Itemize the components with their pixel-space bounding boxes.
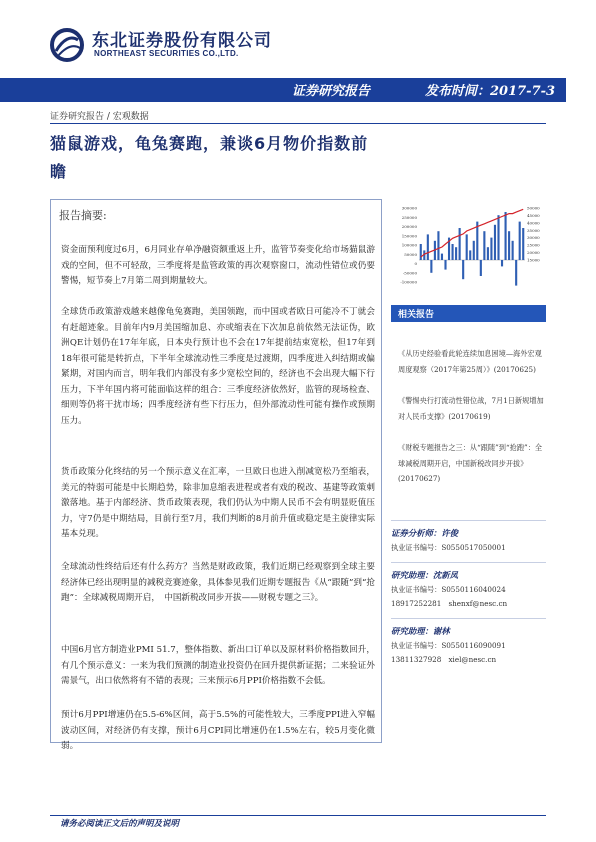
summary-paragraph: 资金面预利度过6月，6月同业存单净融资额重返上升，监管节奏变化给市场猫鼠游戏的空间，但不可轻敌，三季度将是监管政策的再次观察窗口，流动性错位或仍要警惕，短节奏上7月第二周到期量较大。 xyxy=(61,245,375,286)
chart-bar xyxy=(444,260,446,270)
chart-y-tick-label: 100000 xyxy=(401,242,417,248)
chart-bar xyxy=(441,254,443,260)
summary-paragraph: 全球流动性终结后还有什么药方？当然是财政政策，我们近期已经观察到全球主要经济体已经出现明显的减税竞赛迹象，具体参见我们近期专题报告《从“跟随”到“抢跑”：全球减税周期开启， 中国新税改同步开拔——财税专题之三》。 xyxy=(61,562,375,603)
divider xyxy=(391,562,546,563)
analyst-role: 研究助理： xyxy=(391,626,433,636)
analyst-name: 沈新凤 xyxy=(432,570,458,580)
chart-bar xyxy=(430,260,432,273)
report-type-label: 证券研究报告 xyxy=(292,84,371,99)
chart-y2-tick-label: 25000 xyxy=(527,242,540,248)
analyst-name: 谢林 xyxy=(432,626,450,636)
chart-bar xyxy=(462,260,464,279)
chart-bar xyxy=(505,212,507,260)
chart-bar xyxy=(420,244,422,260)
analyst-license: 执业证书编号：S0550517050001 xyxy=(391,543,506,552)
chart-bar xyxy=(508,231,510,260)
chart-bar xyxy=(483,231,485,260)
chart-y-tick-label: 300000 xyxy=(401,205,417,211)
analyst-license: 执业证书编号：S0550116090091 xyxy=(391,641,506,650)
chart-bar xyxy=(515,260,517,286)
company-name-cn: 东北证券股份有限公司 xyxy=(92,31,272,51)
chart-bar xyxy=(459,228,461,260)
chart-y-tick-label: 50000 xyxy=(404,251,417,257)
chart-y2-tick-label: 15000 xyxy=(527,257,540,263)
chart-bar xyxy=(497,215,499,260)
chart-y-tick-label: 250000 xyxy=(401,214,417,220)
related-report-link[interactable]: 《财税专题报告之三：从“跟随”到“抢跑”：全球减税周期开启，中国新税改同步开拔》(20170627) xyxy=(398,443,543,483)
company-logo-icon xyxy=(50,28,84,62)
summary-paragraph: 中国6月官方制造业PMI 51.7，整体指数、新出口订单以及原材料价格指数回升，有几个预示意义：一来为我们预测的制造业投资仍在回升提供新证据；二来验证外需景气，出口依然将有不错的表现；三来预示6月PPI价格指数不会低。 xyxy=(61,645,375,686)
chart-bar xyxy=(469,250,471,260)
analyst-card xyxy=(391,624,546,667)
chart-y2-tick-label: 45000 xyxy=(527,212,540,218)
page-title: 猫鼠游戏，龟兔赛跑，兼谈6月物价指数前瞻 xyxy=(50,134,369,181)
chart-bar xyxy=(494,225,496,260)
chart-y-tick-label: -50000 xyxy=(402,270,417,276)
chart xyxy=(393,198,545,292)
chart-y2-tick-label: 35000 xyxy=(527,227,540,233)
summary-heading: 报告摘要: xyxy=(59,209,107,222)
related-report-link[interactable]: 《警惕央行打流动性错位战，7月1日新规增加对人民币支撑》(20170619) xyxy=(398,396,544,421)
chart-bar xyxy=(452,244,454,260)
publish-date: 发布时间：2017-7-3 xyxy=(425,84,556,99)
related-report-link[interactable]: 《从历史经验看此轮连续加息困境—海外宏观周度观察（2017年第25周）》(20170625) xyxy=(398,349,542,374)
analyst-card xyxy=(391,526,546,555)
company-name-en: NORTHEAST SECURITIES CO.,LTD. xyxy=(94,49,239,58)
analyst-license: 执业证书编号：S0550116040024 xyxy=(391,585,506,594)
breadcrumb: 证券研究报告 / 宏观数据 xyxy=(50,112,149,122)
chart-bar xyxy=(437,231,439,260)
chart-bar xyxy=(473,241,475,260)
divider xyxy=(391,520,546,521)
chart-bar xyxy=(512,241,514,260)
divider xyxy=(50,123,546,124)
chart-y2-tick-label: 40000 xyxy=(527,220,540,226)
chart-bar xyxy=(466,234,468,260)
chart-y-tick-label: 200000 xyxy=(401,224,417,229)
chart-y-tick-label: 0 xyxy=(414,261,417,266)
chart-bar xyxy=(455,247,457,260)
chart-bar xyxy=(480,260,482,276)
chart-bar xyxy=(522,228,524,260)
divider xyxy=(391,618,546,619)
summary-paragraph: 货币政策分化终结的另一个预示意义在汇率，一旦欧日也进入削减宽松乃至缩表，美元的特弱可能是中长期趋势，除非加息缩表进程或者有戏的税改、基建等政策刺激落地。基于内部经济、货币政策表现，我们仍认为中期人民币不会有明显贬值压力，守7仍是中期结局，目前行至7月，我们判断的8月前升值或稳定是主旋律实际基本兑现。 xyxy=(61,467,375,539)
chart-y2-tick-label: 50000 xyxy=(527,205,540,211)
analyst-name: 许俊 xyxy=(441,528,458,538)
summary-paragraph: 预计6月PPI增速仍在5.5-6%区间，高于5.5%的可能性较大，三季度PPI进入窄幅波动区间，对经济仍有支撑，预计6月CPI同比增速仍在1.5%左右，较5月变化微弱。 xyxy=(61,710,375,751)
chart-y2-tick-label: 20000 xyxy=(527,250,540,256)
chart-y-tick-label: -100000 xyxy=(400,279,417,285)
chart-y2-tick-label: 30000 xyxy=(527,235,540,241)
footer-disclaimer-link[interactable]: 请务必阅读正文后的声明及说明 xyxy=(60,819,180,829)
chart-line-series xyxy=(421,209,523,257)
related-reports-label: 相关报告 xyxy=(398,310,435,320)
analyst-card xyxy=(391,568,546,611)
summary-paragraph: 全球货币政策游戏越来越像龟兔赛跑，美国领跑，而中国或者欧日可能冷不丁就会有赶超迹象。目前年内9月美国缩加息、亦或缩表在下次加息前依然无法证伪，欧洲QE计划仍在17年年底，日本央行预计也不会在17年提前结束宽松，但17年到18年很可能是转折点，下半年全球流动性三季度是过渡期，四季度进入纠结期或偏紧期，对国内而言，明年我们内部没有多少宽松空间的，经济也不会出现大幅下行压力，下半年国内将可能面临这样的组合：三季度经济依然好，监管的现场检查、细则等仍将干扰市场；四季度经济有些下行压力，但外部流动性可能有操作或预期压力。 xyxy=(61,307,375,426)
analyst-role: 证券分析师： xyxy=(391,528,442,538)
footer-divider xyxy=(50,815,546,816)
chart-bar xyxy=(427,234,429,260)
analyst-contact[interactable]: 18917252281 shenxf@nesc.cn xyxy=(391,599,508,608)
chart-bar xyxy=(519,222,521,260)
chart-y-tick-label: 150000 xyxy=(401,233,417,239)
chart-bar xyxy=(501,260,503,266)
chart-bar xyxy=(490,238,492,260)
chart-bar xyxy=(487,247,489,260)
analyst-role: 研究助理： xyxy=(391,570,433,580)
analyst-contact[interactable]: 13811327928 xiel@nesc.cn xyxy=(391,655,497,664)
